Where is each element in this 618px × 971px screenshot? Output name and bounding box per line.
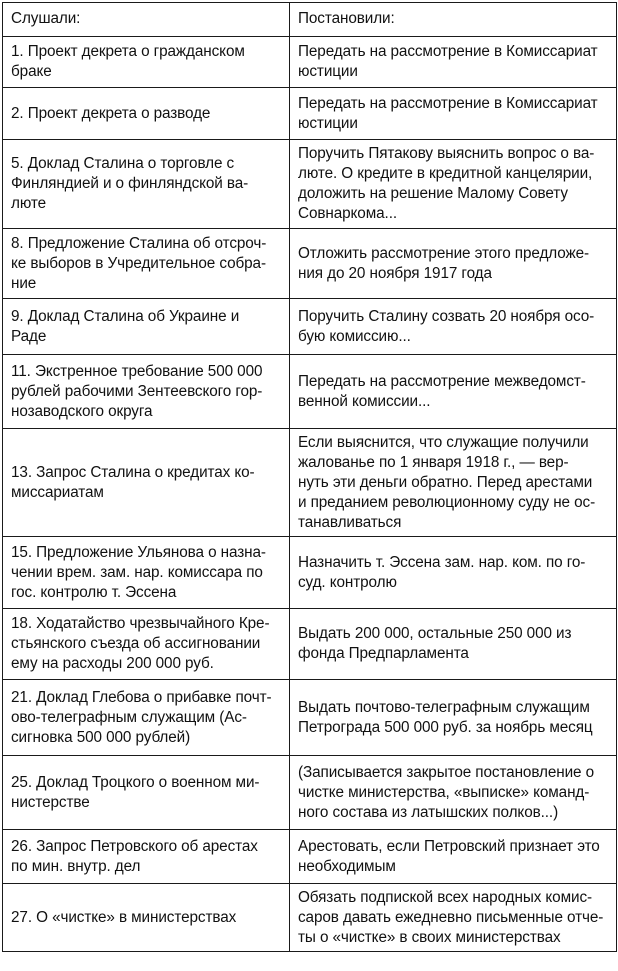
heard-cell [3, 609, 290, 680]
heard-cell [3, 229, 290, 299]
resolved-text: Поручить Сталину созвать 20 ноября осо- бую комиссию... [298, 307, 595, 345]
heard-text: 27. О «чистке» в министерствах [11, 908, 237, 926]
resolved-cell [290, 355, 617, 429]
heard-cell [3, 884, 290, 952]
minutes-table [2, 2, 617, 952]
header-row [3, 3, 617, 37]
table-row [3, 229, 617, 299]
resolved-cell [290, 609, 617, 680]
heard-text: 26. Запрос Петровского об арестах по мин. внутр. дел [11, 837, 258, 875]
heard-text: 2. Проект декрета о разводе [11, 104, 211, 122]
table-row [3, 609, 617, 680]
table-row [3, 140, 617, 229]
heard-text: 21. Доклад Глебова о прибавке почт- ово-телеграфным служащим (Ас- сигновка 500 000 рублей) [11, 688, 272, 746]
heard-cell [3, 355, 290, 429]
table-row [3, 537, 617, 609]
resolved-text: (Записывается закрытое постановление о чистке министерства, «выписке» команд- ного состава из латышских полков...) [298, 763, 595, 821]
resolved-text: Передать на рассмотрение в Комиссариат юстиции [298, 43, 598, 80]
table-row [3, 884, 617, 952]
table-row [3, 429, 617, 537]
resolved-cell [290, 429, 617, 537]
table-row [3, 680, 617, 756]
resolved-cell [290, 229, 617, 299]
resolved-cell [290, 680, 617, 756]
resolved-text: Отложить рассмотрение этого предложе- ния до 20 ноября 1917 года [298, 244, 590, 282]
heard-cell [3, 299, 290, 355]
heard-text: 11. Экстренное требование 500 000 рублей рабочими Зентеевского гор- нозаводского округа [11, 362, 263, 420]
table-row [3, 299, 617, 355]
heard-cell [3, 537, 290, 609]
table-row [3, 355, 617, 429]
resolved-cell [290, 299, 617, 355]
resolved-cell [290, 756, 617, 830]
heard-text: 1. Проект декрета о гражданском браке [11, 43, 245, 80]
resolved-text: Выдать почтово-телеграфным служащим Петрограда 500 000 руб. за ноябрь месяц [298, 698, 593, 736]
table-row [3, 88, 617, 140]
resolved-cell [290, 537, 617, 609]
resolved-cell [290, 37, 617, 88]
table-row [3, 830, 617, 884]
heard-cell [3, 37, 290, 88]
heard-text: 18. Ходатайство чрезвычайного Кре- стьянского съезда об ассигновании ему на расходы 200 000 руб. [11, 615, 270, 672]
resolved-text: Передать на рассмотрение в Комиссариат юстиции [298, 94, 598, 132]
resolved-text: Если выяснится, что служащие получили жалованье по 1 января 1918 г., — вер- нуть эти деньги обратно. Перед арестами и преданием революционному суду не ос- танавливаться [298, 433, 596, 531]
resolved-text: Передать на рассмотрение межведомст- венной комиссии... [298, 372, 586, 410]
heard-text: 15. Предложение Ульянова о назна- чении врем. зам. нар. комиссара по гос. контролю т. Эссена [11, 543, 266, 601]
table-row [3, 37, 617, 88]
heard-cell [3, 830, 290, 884]
heard-text: 13. Запрос Сталина о кредитах ко- миссариатам [11, 463, 255, 501]
header-heard: Слушали: [3, 3, 290, 37]
heard-cell [3, 429, 290, 537]
heard-text: 9. Доклад Сталина об Украине и Раде [11, 307, 240, 345]
resolved-text: Арестовать, если Петровский признает это необходимым [298, 837, 600, 875]
resolved-cell [290, 140, 617, 229]
heard-text: 8. Предложение Сталина об отсроч- ке выборов в Учредительное собра- ние [11, 234, 267, 292]
resolved-text: Назначить т. Эссена зам. нар. ком. по го- суд. контролю [298, 553, 586, 591]
heard-text: 5. Доклад Сталина о торговле с Финляндией и о финляндской ва- люте [11, 155, 249, 212]
resolved-text: Обязать подпиской всех народных комис- саров давать ежедневно письменные отче- ты о «чистке» в своих министерствах [298, 888, 604, 946]
resolved-text: Поручить Пятакову выяснить вопрос о ва- люте. О кредите в кредитной канцелярии, доложить на решение Малому Совету Совнаркома... [298, 145, 595, 222]
heard-text: 25. Доклад Троцкого о военном ми- нистерстве [11, 773, 260, 811]
resolved-cell [290, 884, 617, 952]
resolved-cell [290, 88, 617, 140]
heard-cell [3, 680, 290, 756]
resolved-text: Выдать 200 000, остальные 250 000 из фонда Предпарламента [298, 625, 572, 662]
resolved-cell [290, 830, 617, 884]
header-resolved: Постановили: [290, 3, 617, 37]
table-row [3, 756, 617, 830]
heard-cell [3, 140, 290, 229]
heard-cell [3, 756, 290, 830]
heard-cell [3, 88, 290, 140]
